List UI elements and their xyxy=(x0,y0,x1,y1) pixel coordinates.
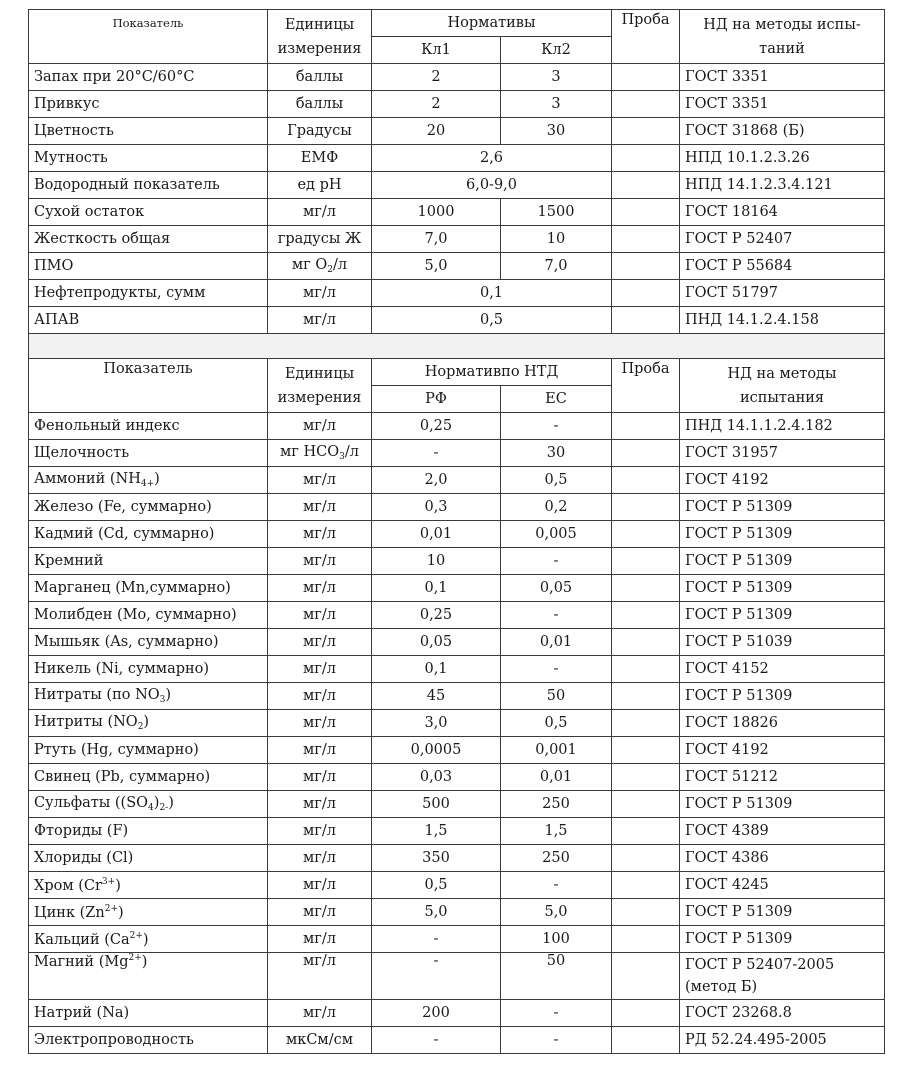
table2-body xyxy=(29,413,885,1054)
sample-cell xyxy=(612,172,680,199)
document-page xyxy=(28,9,884,1054)
sample-cell xyxy=(612,467,680,494)
norm-ec-cell: - xyxy=(501,1000,612,1027)
unit-cell: мг/л xyxy=(268,764,372,791)
indicator-cell: Запах при 20°С/60°С xyxy=(29,64,268,91)
indicator-cell: Молибден (Mo, суммарно) xyxy=(29,602,268,629)
indicator-cell: Ртуть (Hg, суммарно) xyxy=(29,737,268,764)
name-superscript: 2+ xyxy=(104,903,118,914)
method-cell: ГОСТ 3351 xyxy=(680,91,885,118)
unit-cell: мг/л xyxy=(268,683,372,710)
table-row xyxy=(29,629,885,656)
sample-cell xyxy=(612,494,680,521)
table-row xyxy=(29,440,885,467)
table-row xyxy=(29,118,885,145)
norm-rf-cell: 10 xyxy=(372,548,501,575)
indicator-cell xyxy=(29,467,268,494)
table-separator xyxy=(29,334,885,359)
sample-cell xyxy=(612,280,680,307)
name-subscript: 4 xyxy=(148,803,154,813)
unit-cell: мг/л xyxy=(268,845,372,872)
method-cell: ГОСТ Р 51309 xyxy=(680,521,885,548)
sample-cell xyxy=(612,118,680,145)
table-row xyxy=(29,307,885,334)
sample-cell xyxy=(612,953,680,1000)
sample-cell xyxy=(612,91,680,118)
header2-methods: НД на методы испытания xyxy=(680,359,885,413)
norm-ec-cell: - xyxy=(501,548,612,575)
sample-cell xyxy=(612,737,680,764)
norm-merged-cell: 2,6 xyxy=(372,145,612,172)
unit-cell: мг/л xyxy=(268,953,372,1000)
unit-cell: мг/л xyxy=(268,656,372,683)
method-cell: ГОСТ Р 51309 xyxy=(680,575,885,602)
norm-rf-cell: 0,5 xyxy=(372,872,501,899)
unit-cell: градусы Ж xyxy=(268,226,372,253)
method-cell: ГОСТ 51797 xyxy=(680,280,885,307)
unit-cell: мг/л xyxy=(268,629,372,656)
name-superscript: 3+ xyxy=(101,876,116,887)
table-row xyxy=(29,494,885,521)
sample-cell xyxy=(612,440,680,467)
table-row xyxy=(29,575,885,602)
table-row xyxy=(29,602,885,629)
unit-cell: мг/л xyxy=(268,737,372,764)
separator-row xyxy=(29,334,885,359)
sample-cell xyxy=(612,226,680,253)
norm-kl2-cell: 3 xyxy=(501,91,612,118)
table-row xyxy=(29,683,885,710)
unit-cell: мг/л xyxy=(268,521,372,548)
method-cell: ГОСТ 4389 xyxy=(680,818,885,845)
name-text: Нитриты (NO xyxy=(34,714,138,730)
sample-cell xyxy=(612,413,680,440)
unit-cell: мг/л xyxy=(268,899,372,926)
method-cell: ГОСТ Р 51309 xyxy=(680,791,885,818)
norm-rf-cell: 2,0 xyxy=(372,467,501,494)
method-cell: НПД 10.1.2.3.26 xyxy=(680,145,885,172)
unit-cell: ед pH xyxy=(268,172,372,199)
sample-cell xyxy=(612,64,680,91)
norm-rf-cell: 350 xyxy=(372,845,501,872)
header-units: Единицы измерения xyxy=(268,10,372,64)
name-text: Нитраты (по NO xyxy=(34,687,160,703)
indicator-cell: Электропроводность xyxy=(29,1027,268,1054)
norm-ec-cell: 50 xyxy=(501,953,612,1000)
sample-cell xyxy=(612,899,680,926)
table-row xyxy=(29,872,885,899)
sample-cell xyxy=(612,1000,680,1027)
norm-merged-cell: 0,5 xyxy=(372,307,612,334)
indicator-cell: Марганец (Mn,суммарно) xyxy=(29,575,268,602)
name-text-end: ) xyxy=(142,931,149,948)
name-text-end: ) xyxy=(143,714,150,730)
indicator-cell xyxy=(29,791,268,818)
table-row xyxy=(29,145,885,172)
norm-ec-cell: 0,001 xyxy=(501,737,612,764)
indicator-cell: Хлориды (Cl) xyxy=(29,845,268,872)
unit-cell: мг/л xyxy=(268,602,372,629)
table-row xyxy=(29,791,885,818)
table-row xyxy=(29,91,885,118)
norm-rf-cell: 0,25 xyxy=(372,602,501,629)
method-cell: НПД 14.1.2.3.4.121 xyxy=(680,172,885,199)
unit-subscript: 2 xyxy=(327,265,333,275)
norm-ec-cell: 250 xyxy=(501,791,612,818)
indicator-cell: Железо (Fe, суммарно) xyxy=(29,494,268,521)
sample-cell xyxy=(612,253,680,280)
method-cell: ГОСТ 4192 xyxy=(680,467,885,494)
norm-rf-cell: - xyxy=(372,926,501,953)
indicator-cell: Фториды (F) xyxy=(29,818,268,845)
indicator-cell: ПМО xyxy=(29,253,268,280)
norm-rf-cell: 0,25 xyxy=(372,413,501,440)
unit-text: мг О xyxy=(291,257,328,273)
header2-rf: РФ xyxy=(372,386,501,413)
name-superscript: 2+ xyxy=(129,930,143,941)
water-quality-table xyxy=(28,9,885,1054)
sample-cell xyxy=(612,575,680,602)
method-cell: ГОСТ 18164 xyxy=(680,199,885,226)
table-row xyxy=(29,64,885,91)
norm-rf-cell: 0,1 xyxy=(372,656,501,683)
unit-cell: мг/л xyxy=(268,926,372,953)
name-subscript: 4+ xyxy=(140,479,155,489)
method-cell: ГОСТ 3351 xyxy=(680,64,885,91)
table-row xyxy=(29,253,885,280)
norm-ec-cell: - xyxy=(501,413,612,440)
norm-ec-cell: 0,05 xyxy=(501,575,612,602)
name-text-end-2: ) xyxy=(168,795,174,811)
unit-cell: мг/л xyxy=(268,280,372,307)
unit-cell: мг/л xyxy=(268,307,372,334)
norm-kl1-cell: 1000 xyxy=(372,199,501,226)
header2-indicator: Показатель xyxy=(29,359,268,413)
norm-rf-cell: 200 xyxy=(372,1000,501,1027)
method-cell: ГОСТ 31868 (Б) xyxy=(680,118,885,145)
sample-cell xyxy=(612,818,680,845)
norm-ec-cell: 0,2 xyxy=(501,494,612,521)
norm-rf-cell: 0,1 xyxy=(372,575,501,602)
indicator-cell xyxy=(29,872,268,899)
norm-kl1-cell: 2 xyxy=(372,64,501,91)
norm-rf-cell: 500 xyxy=(372,791,501,818)
sample-cell xyxy=(612,683,680,710)
unit-cell: Градусы xyxy=(268,118,372,145)
table-row xyxy=(29,710,885,737)
unit-cell: мг/л xyxy=(268,575,372,602)
norm-kl2-cell: 30 xyxy=(501,118,612,145)
table-row xyxy=(29,899,885,926)
unit-cell: мг/л xyxy=(268,1000,372,1027)
unit-cell xyxy=(268,440,372,467)
method-cell: ГОСТ Р 51309 xyxy=(680,548,885,575)
norm-kl2-cell: 3 xyxy=(501,64,612,91)
table-row xyxy=(29,818,885,845)
name-text-end: ) xyxy=(118,904,124,921)
table-row xyxy=(29,845,885,872)
norm-rf-cell: 3,0 xyxy=(372,710,501,737)
method-cell: ГОСТ Р 51309 xyxy=(680,683,885,710)
table-row xyxy=(29,413,885,440)
name-text: Хром (Cr xyxy=(34,877,102,894)
header-methods: НД на методы испы-таний xyxy=(680,10,885,64)
norm-rf-cell: 0,05 xyxy=(372,629,501,656)
method-cell: РД 52.24.495-2005 xyxy=(680,1027,885,1054)
method-cell: ГОСТ 4152 xyxy=(680,656,885,683)
norm-ec-cell: 50 xyxy=(501,683,612,710)
norm-ec-cell: 0,5 xyxy=(501,467,612,494)
unit-subscript: 3 xyxy=(339,452,345,462)
norm-ec-cell: - xyxy=(501,602,612,629)
method-cell: ГОСТ 4386 xyxy=(680,845,885,872)
indicator-cell xyxy=(29,899,268,926)
unit-cell: мг/л xyxy=(268,872,372,899)
norm-kl2-cell: 1500 xyxy=(501,199,612,226)
name-text-end: ) xyxy=(115,877,121,894)
name-text-end: ) xyxy=(165,687,172,703)
table2-header xyxy=(29,359,885,413)
norm-ec-cell: 0,5 xyxy=(501,710,612,737)
norm-ec-cell: - xyxy=(501,1027,612,1054)
method-cell: ГОСТ 4245 xyxy=(680,872,885,899)
unit-text-end: /л xyxy=(344,444,359,460)
indicator-cell xyxy=(29,926,268,953)
header2-units: Единицы измерения xyxy=(268,359,372,413)
norm-ec-cell: 0,01 xyxy=(501,764,612,791)
norm-rf-cell: - xyxy=(372,953,501,1000)
header2-ec: ЕС xyxy=(501,386,612,413)
sample-cell xyxy=(612,145,680,172)
indicator-cell xyxy=(29,710,268,737)
sample-cell xyxy=(612,656,680,683)
unit-cell xyxy=(268,253,372,280)
header2-norms: Нормативпо НТД xyxy=(372,359,612,386)
indicator-cell: Щелочность xyxy=(29,440,268,467)
norm-ec-cell: 0,01 xyxy=(501,629,612,656)
norm-ec-cell: 250 xyxy=(501,845,612,872)
table-row xyxy=(29,737,885,764)
norm-ec-cell: 0,005 xyxy=(501,521,612,548)
sample-cell xyxy=(612,629,680,656)
name-text-end: ) xyxy=(141,954,148,970)
table-row xyxy=(29,467,885,494)
method-cell: ГОСТ 18826 xyxy=(680,710,885,737)
sample-cell xyxy=(612,602,680,629)
method-cell: ГОСТ 23268.8 xyxy=(680,1000,885,1027)
norm-rf-cell: 0,03 xyxy=(372,764,501,791)
norm-rf-cell: - xyxy=(372,440,501,467)
norm-ec-cell: - xyxy=(501,656,612,683)
indicator-cell: Жесткость общая xyxy=(29,226,268,253)
unit-text: мг НСО xyxy=(280,444,340,460)
method-cell: ГОСТ Р 52407-2005 (метод Б) xyxy=(680,953,885,1000)
indicator-cell: АПАВ xyxy=(29,307,268,334)
table1-header xyxy=(29,10,885,64)
name-text-end: ) xyxy=(154,471,160,487)
sample-cell xyxy=(612,199,680,226)
norm-rf-cell: 0,01 xyxy=(372,521,501,548)
header-kl1: Кл1 xyxy=(372,37,501,64)
norm-merged-cell: 0,1 xyxy=(372,280,612,307)
name-subscript: 2 xyxy=(137,722,144,732)
indicator-cell: Цветность xyxy=(29,118,268,145)
norm-kl1-cell: 7,0 xyxy=(372,226,501,253)
unit-cell: мг/л xyxy=(268,467,372,494)
unit-cell: мг/л xyxy=(268,710,372,737)
method-cell: ГОСТ Р 51309 xyxy=(680,602,885,629)
table-row xyxy=(29,280,885,307)
unit-cell: мг/л xyxy=(268,818,372,845)
method-cell: ГОСТ Р 51039 xyxy=(680,629,885,656)
header-sample: Проба xyxy=(612,10,680,64)
unit-cell: мг/л xyxy=(268,199,372,226)
indicator-cell: Кадмий (Cd, суммарно) xyxy=(29,521,268,548)
method-cell: ГОСТ Р 52407 xyxy=(680,226,885,253)
header-kl2: Кл2 xyxy=(501,37,612,64)
unit-text-end: /л xyxy=(333,257,348,273)
norm-kl1-cell: 5,0 xyxy=(372,253,501,280)
unit-cell: ЕМФ xyxy=(268,145,372,172)
norm-kl2-cell: 7,0 xyxy=(501,253,612,280)
name-text-end: ) xyxy=(153,795,160,811)
header2-sample: Проба xyxy=(612,359,680,413)
norm-ec-cell: 5,0 xyxy=(501,899,612,926)
method-cell: ГОСТ 31957 xyxy=(680,440,885,467)
table-row xyxy=(29,1000,885,1027)
indicator-cell: Привкус xyxy=(29,91,268,118)
method-cell: ГОСТ 51212 xyxy=(680,764,885,791)
unit-cell: мг/л xyxy=(268,494,372,521)
name-subscript: 3 xyxy=(159,695,166,705)
name-text: Магний (Mg xyxy=(34,954,129,970)
unit-cell: мг/л xyxy=(268,791,372,818)
name-text: Кальций (Ca xyxy=(34,931,130,948)
table-row xyxy=(29,1027,885,1054)
table-row xyxy=(29,953,885,1000)
norm-rf-cell: - xyxy=(372,1027,501,1054)
norm-ec-cell: 30 xyxy=(501,440,612,467)
name-text: Сульфаты ((SO xyxy=(34,795,149,811)
table-row xyxy=(29,764,885,791)
norm-merged-cell: 6,0-9,0 xyxy=(372,172,612,199)
sample-cell xyxy=(612,710,680,737)
method-cell: ГОСТ 4192 xyxy=(680,737,885,764)
indicator-cell: Никель (Ni, суммарно) xyxy=(29,656,268,683)
method-cell: ГОСТ Р 51309 xyxy=(680,494,885,521)
indicator-cell: Фенольный индекс xyxy=(29,413,268,440)
norm-kl1-cell: 20 xyxy=(372,118,501,145)
sample-cell xyxy=(612,1027,680,1054)
indicator-cell: Свинец (Pb, суммарно) xyxy=(29,764,268,791)
sample-cell xyxy=(612,307,680,334)
norm-rf-cell: 1,5 xyxy=(372,818,501,845)
norm-ec-cell: 1,5 xyxy=(501,818,612,845)
indicator-cell xyxy=(29,683,268,710)
indicator-cell: Натрий (Na) xyxy=(29,1000,268,1027)
norm-rf-cell: 0,3 xyxy=(372,494,501,521)
unit-cell: мг/л xyxy=(268,548,372,575)
method-cell: ПНД 14.1.1.2.4.182 xyxy=(680,413,885,440)
name-text: Аммоний (NH xyxy=(34,471,141,487)
name-subscript-2: 2- xyxy=(159,803,169,813)
sample-cell xyxy=(612,791,680,818)
indicator-cell: Мутность xyxy=(29,145,268,172)
norm-rf-cell: 5,0 xyxy=(372,899,501,926)
unit-cell: мг/л xyxy=(268,413,372,440)
header-norms: Нормативы xyxy=(372,10,612,37)
method-cell: ГОСТ Р 55684 xyxy=(680,253,885,280)
indicator-cell: Сухой остаток xyxy=(29,199,268,226)
indicator-cell: Мышьяк (As, суммарно) xyxy=(29,629,268,656)
sample-cell xyxy=(612,521,680,548)
name-text: Цинк (Zn xyxy=(34,904,105,921)
table-row xyxy=(29,521,885,548)
table-row xyxy=(29,199,885,226)
table1-body xyxy=(29,64,885,334)
unit-cell: мкСм/см xyxy=(268,1027,372,1054)
name-superscript: 2+ xyxy=(128,953,142,963)
unit-cell: баллы xyxy=(268,64,372,91)
method-cell: ГОСТ Р 51309 xyxy=(680,926,885,953)
sample-cell xyxy=(612,926,680,953)
norm-kl2-cell: 10 xyxy=(501,226,612,253)
norm-ec-cell: - xyxy=(501,872,612,899)
sample-cell xyxy=(612,872,680,899)
sample-cell xyxy=(612,845,680,872)
indicator-cell xyxy=(29,953,268,1000)
norm-rf-cell: 0,0005 xyxy=(372,737,501,764)
indicator-cell: Нефтепродукты, сумм xyxy=(29,280,268,307)
method-cell: ГОСТ Р 51309 xyxy=(680,899,885,926)
table-row xyxy=(29,926,885,953)
sample-cell xyxy=(612,764,680,791)
norm-rf-cell: 45 xyxy=(372,683,501,710)
indicator-cell: Водородный показатель xyxy=(29,172,268,199)
table-row xyxy=(29,548,885,575)
norm-kl1-cell: 2 xyxy=(372,91,501,118)
norm-ec-cell: 100 xyxy=(501,926,612,953)
indicator-cell: Кремний xyxy=(29,548,268,575)
sample-cell xyxy=(612,548,680,575)
header-indicator: Показатель xyxy=(29,10,268,64)
table-row xyxy=(29,656,885,683)
unit-cell: баллы xyxy=(268,91,372,118)
table-row xyxy=(29,226,885,253)
method-cell: ПНД 14.1.2.4.158 xyxy=(680,307,885,334)
table-row xyxy=(29,172,885,199)
